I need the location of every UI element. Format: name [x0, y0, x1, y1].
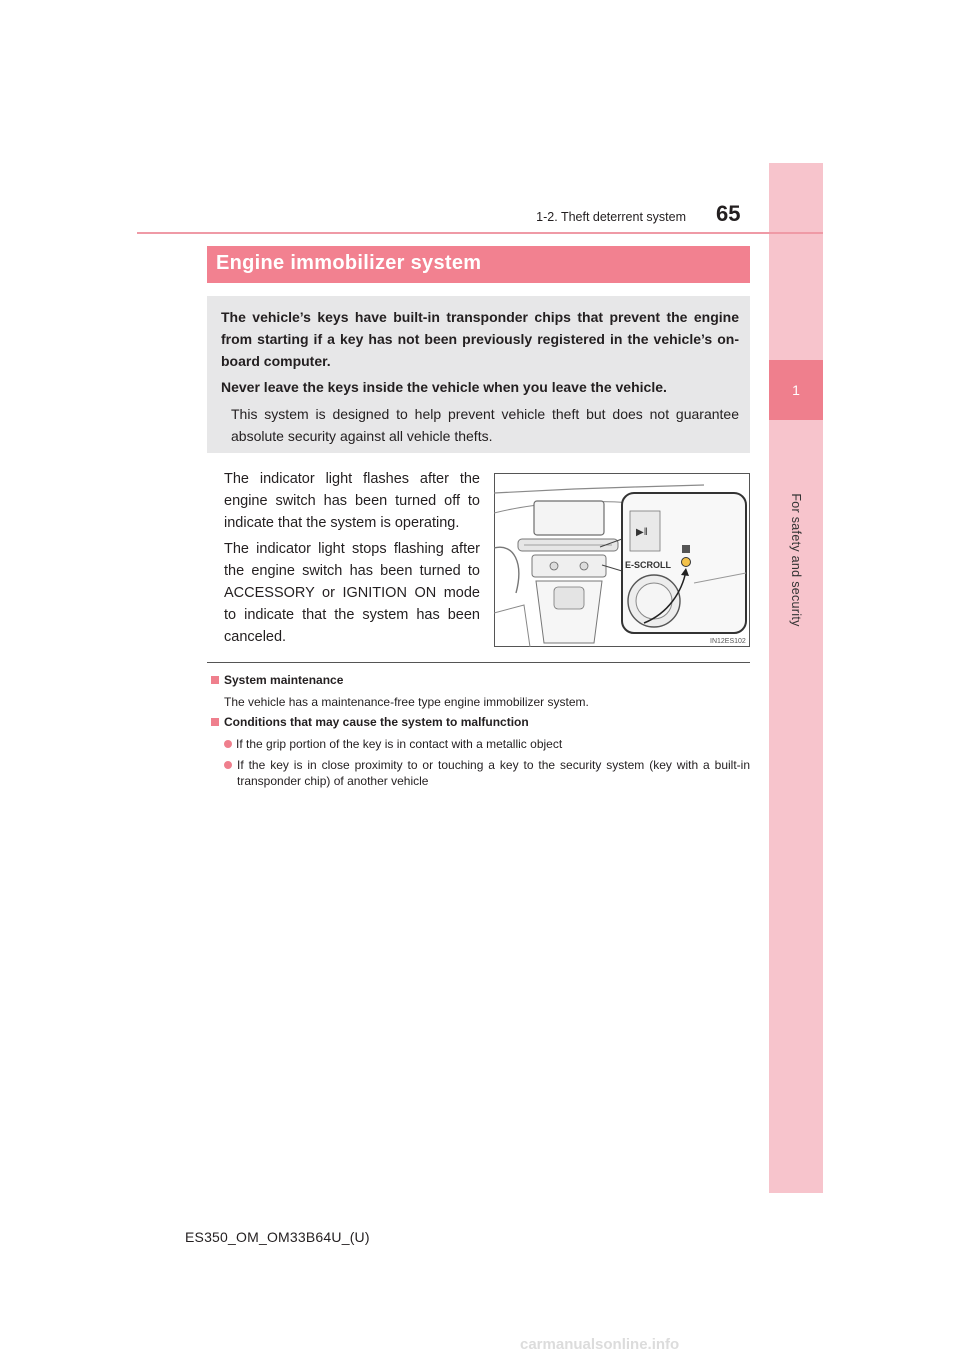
note-heading-malfunction: Conditions that may cause the system to malfunction [211, 715, 529, 729]
square-bullet-icon [211, 718, 219, 726]
intro-paragraph: The vehicle’s keys have built-in transponder chips that prevent the engine from starting if a key has not been previously registered in the vehicle’s on-board computer. [221, 309, 739, 369]
intro-warning: Never leave the keys inside the vehicle when you leave the vehicle. [221, 379, 667, 395]
running-head: 1-2. Theft deterrent system [536, 210, 686, 224]
note-heading-maintenance: System maintenance [211, 673, 343, 687]
watermark: carmanualsonline.info [520, 1336, 680, 1353]
svg-text:▶‖: ▶‖ [636, 527, 648, 538]
intro-note: This system is designed to help prevent vehicle theft but does not guarantee absolute security against all vehicle thefts. [231, 406, 739, 444]
notes-divider [207, 662, 750, 663]
chapter-side-tab [769, 163, 823, 1193]
dashboard-illustration [494, 473, 750, 647]
note-text-maintenance: The vehicle has a maintenance-free type engine immobilizer system. [224, 695, 589, 709]
chapter-number: 1 [769, 360, 823, 420]
page-number: 65 [716, 201, 741, 226]
header-rule [137, 232, 823, 234]
list-item: If the grip portion of the key is in contact with a metallic object [224, 736, 750, 752]
circle-bullet-icon [224, 761, 232, 769]
circle-bullet-icon [224, 740, 232, 748]
square-bullet-icon [211, 676, 219, 684]
document-code: ES350_OM_OM33B64U_(U) [185, 1229, 370, 1245]
e-scroll-label: E-SCROLL [625, 560, 671, 570]
list-item [224, 757, 750, 789]
body-paragraph-1: The indicator light flashes after the engine switch has been turned off to indicate that the system is operating. [224, 471, 480, 531]
body-paragraph-2: The indicator light stops flashing after the engine switch has been turned to ACCESSORY or IGNITION ON mode to indicate that the system has been canceled. [224, 541, 480, 645]
section-title: Engine immobilizer system [216, 252, 482, 274]
figure-code: IN12ES102 [710, 638, 746, 645]
list-item-text: If the key is in close proximity to or touching a key to the security system (key with a built-in transponder chip) of another vehicle [237, 758, 750, 788]
chapter-label: For safety and security [789, 493, 803, 627]
